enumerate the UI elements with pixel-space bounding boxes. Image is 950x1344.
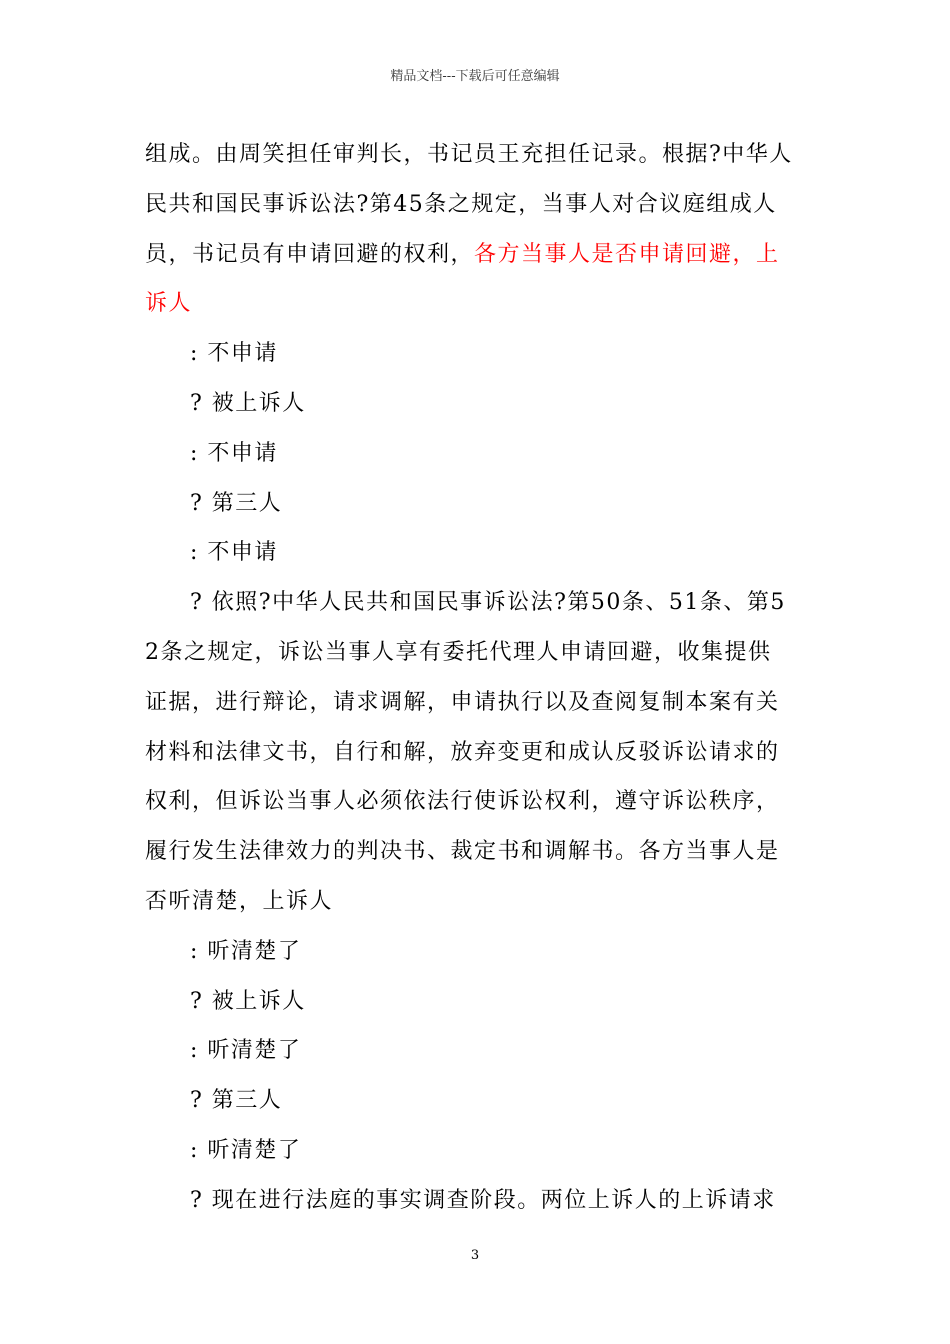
- text-line: 履行发生法律效力的判决书、裁定书和调解书。各方当事人是: [145, 839, 780, 865]
- text-line: [145, 230, 795, 280]
- text-line: 材料和法律文书，自行和解，放弃变更和成认反驳诉讼请求的: [145, 739, 780, 765]
- response-line: : 不申请: [190, 540, 278, 566]
- response-line: : 不申请: [190, 440, 278, 466]
- question-line: ? 被上诉人: [190, 390, 306, 416]
- text-line: 2条之规定，诉讼当事人享有委托代理人申请回避，收集提供: [145, 639, 772, 665]
- question-line: ? 第三人: [190, 490, 283, 516]
- question-line: ? 被上诉人: [190, 988, 306, 1014]
- response-line: : 不申请: [190, 341, 278, 367]
- question-line: ? 第三人: [190, 1088, 283, 1114]
- document-body: [145, 130, 795, 1226]
- text-line: 民共和国民事诉讼法?第45条之规定，当事人对合议庭组成人: [145, 191, 777, 217]
- text-line: 组成。由周笑担任审判长，书记员王充担任记录。根据?中华人: [145, 142, 793, 167]
- response-line: : 听清楚了: [190, 938, 302, 964]
- text-line: 权利，但诉讼当事人必须依法行使诉讼权利，遵守诉讼秩序，: [145, 789, 780, 815]
- response-line: : 听清楚了: [190, 1137, 302, 1163]
- page-number: 3: [470, 1248, 480, 1263]
- paragraph-start-line: ? 现在进行法庭的事实调查阶段。两位上诉人的上诉请求: [190, 1187, 776, 1213]
- page-header: 精品文档---下载后可任意编辑: [390, 69, 560, 84]
- text-segment: 员，书记员有申请回避的权利，: [145, 241, 475, 267]
- text-line: 证据，进行辩论，请求调解，申请执行以及查阅复制本案有关: [145, 689, 780, 715]
- response-line: : 听清楚了: [190, 1038, 302, 1064]
- paragraph-start-line: ? 依照?中华人民共和国民事诉讼法?第50条、51条、第5: [190, 590, 786, 616]
- highlighted-text-line: 诉人: [145, 291, 193, 317]
- highlighted-text: 各方当事人是否申请回避，上: [474, 241, 780, 267]
- text-line: 否听清楚，上诉人: [145, 888, 334, 914]
